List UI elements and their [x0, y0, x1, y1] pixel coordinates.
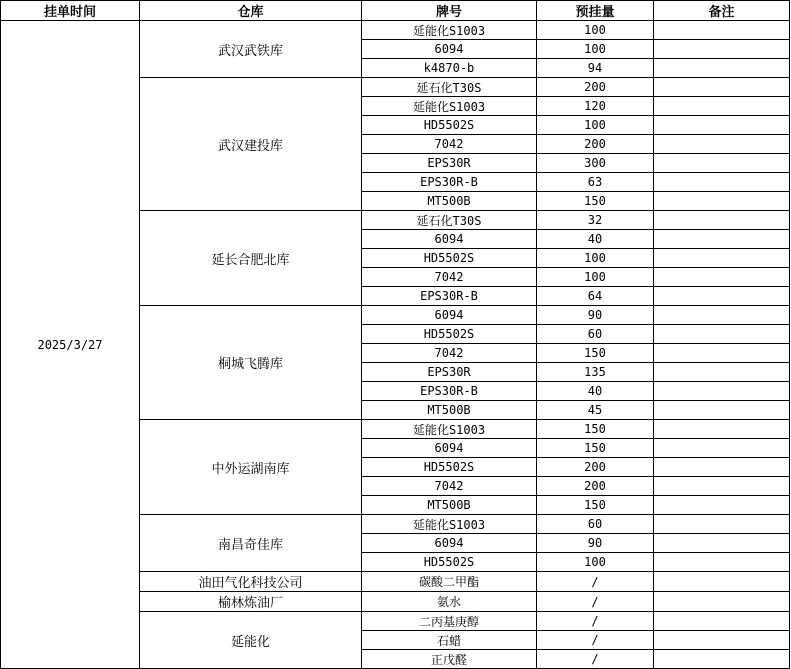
note-cell	[654, 40, 790, 59]
note-cell	[654, 612, 790, 631]
quantity-cell: 120	[537, 97, 654, 116]
quantity-cell: /	[537, 612, 654, 631]
grade-cell: 6094	[362, 439, 537, 458]
note-cell	[654, 534, 790, 553]
quantity-cell: 300	[537, 154, 654, 173]
grade-cell: EPS30R-B	[362, 382, 537, 401]
quantity-cell: 150	[537, 420, 654, 439]
grade-cell: HD5502S	[362, 116, 537, 135]
quantity-cell: 45	[537, 401, 654, 420]
note-cell	[654, 439, 790, 458]
grade-cell: EPS30R-B	[362, 287, 537, 306]
note-cell	[654, 325, 790, 344]
note-cell	[654, 382, 790, 401]
quantity-cell: 150	[537, 496, 654, 515]
quantity-cell: 200	[537, 477, 654, 496]
grade-cell: 6094	[362, 534, 537, 553]
note-cell	[654, 78, 790, 97]
note-cell	[654, 477, 790, 496]
warehouse-cell: 武汉武铁库	[140, 21, 362, 78]
quantity-cell: 100	[537, 268, 654, 287]
note-cell	[654, 344, 790, 363]
header-row	[1, 1, 790, 21]
note-cell	[654, 135, 790, 154]
note-cell	[654, 287, 790, 306]
grade-cell: 7042	[362, 268, 537, 287]
note-cell	[654, 230, 790, 249]
grade-cell: MT500B	[362, 401, 537, 420]
grade-cell: 碳酸二甲酯	[362, 572, 537, 592]
grade-cell: 6094	[362, 40, 537, 59]
quantity-cell: 90	[537, 306, 654, 325]
grade-cell: 6094	[362, 230, 537, 249]
header-grade: 牌号	[362, 1, 537, 21]
quantity-cell: 100	[537, 116, 654, 135]
warehouse-cell: 延长合肥北库	[140, 211, 362, 306]
note-cell	[654, 363, 790, 382]
grade-cell: EPS30R	[362, 363, 537, 382]
note-cell	[654, 592, 790, 612]
grade-cell: MT500B	[362, 496, 537, 515]
note-cell	[654, 192, 790, 211]
quantity-cell: 94	[537, 59, 654, 78]
grade-cell: 氨水	[362, 592, 537, 612]
quantity-cell: 200	[537, 135, 654, 154]
header-quantity: 预挂量	[537, 1, 654, 21]
note-cell	[654, 21, 790, 40]
quantity-cell: 200	[537, 458, 654, 477]
note-cell	[654, 116, 790, 135]
grade-cell: HD5502S	[362, 249, 537, 268]
warehouse-cell: 桐城飞腾库	[140, 306, 362, 420]
grade-cell: 延石化T30S	[362, 78, 537, 97]
warehouse-cell: 榆林炼油厂	[140, 592, 362, 612]
grade-cell: 延能化S1003	[362, 97, 537, 116]
quantity-cell: 32	[537, 211, 654, 230]
listing-date-cell: 2025/3/27	[1, 21, 140, 669]
quantity-cell: 100	[537, 40, 654, 59]
header-note: 备注	[654, 1, 790, 21]
grade-cell: HD5502S	[362, 458, 537, 477]
note-cell	[654, 458, 790, 477]
quantity-cell: 60	[537, 325, 654, 344]
note-cell	[654, 249, 790, 268]
note-cell	[654, 420, 790, 439]
grade-cell: 7042	[362, 477, 537, 496]
grade-cell: 延石化T30S	[362, 211, 537, 230]
quantity-cell: 150	[537, 192, 654, 211]
note-cell	[654, 553, 790, 572]
grade-cell: HD5502S	[362, 325, 537, 344]
grade-cell: EPS30R	[362, 154, 537, 173]
note-cell	[654, 154, 790, 173]
grade-cell: EPS30R-B	[362, 173, 537, 192]
grade-cell: 延能化S1003	[362, 21, 537, 40]
grade-cell: MT500B	[362, 192, 537, 211]
grade-cell: 7042	[362, 344, 537, 363]
quantity-cell: 40	[537, 230, 654, 249]
quantity-cell: 64	[537, 287, 654, 306]
note-cell	[654, 650, 790, 669]
note-cell	[654, 515, 790, 534]
quantity-cell: 100	[537, 553, 654, 572]
quantity-cell: /	[537, 572, 654, 592]
note-cell	[654, 173, 790, 192]
note-cell	[654, 97, 790, 116]
grade-cell: 7042	[362, 135, 537, 154]
note-cell	[654, 572, 790, 592]
quantity-cell: 90	[537, 534, 654, 553]
quantity-cell: 200	[537, 78, 654, 97]
grade-cell: 延能化S1003	[362, 420, 537, 439]
quantity-cell: /	[537, 592, 654, 612]
quantity-cell: 60	[537, 515, 654, 534]
grade-cell: 石蜡	[362, 631, 537, 650]
quantity-cell: /	[537, 650, 654, 669]
grade-cell: k4870-b	[362, 59, 537, 78]
warehouse-cell: 南昌奇佳库	[140, 515, 362, 572]
quantity-cell: 150	[537, 439, 654, 458]
header-warehouse: 仓库	[140, 1, 362, 21]
note-cell	[654, 59, 790, 78]
note-cell	[654, 496, 790, 515]
quantity-cell: 100	[537, 21, 654, 40]
table-row	[1, 21, 790, 40]
quantity-cell: /	[537, 631, 654, 650]
quantity-cell: 100	[537, 249, 654, 268]
note-cell	[654, 401, 790, 420]
grade-cell: 正戊醛	[362, 650, 537, 669]
grade-cell: 二丙基庚醇	[362, 612, 537, 631]
table-body	[1, 21, 790, 669]
note-cell	[654, 306, 790, 325]
header-listing-time: 挂单时间	[1, 1, 140, 21]
grade-cell: 6094	[362, 306, 537, 325]
note-cell	[654, 631, 790, 650]
quantity-cell: 40	[537, 382, 654, 401]
grade-cell: HD5502S	[362, 553, 537, 572]
quantity-cell: 63	[537, 173, 654, 192]
warehouse-cell: 中外运湖南库	[140, 420, 362, 515]
note-cell	[654, 211, 790, 230]
warehouse-cell: 武汉建投库	[140, 78, 362, 211]
warehouse-cell: 油田气化科技公司	[140, 572, 362, 592]
quantity-cell: 135	[537, 363, 654, 382]
quantity-cell: 150	[537, 344, 654, 363]
warehouse-cell: 延能化	[140, 612, 362, 669]
note-cell	[654, 268, 790, 287]
grade-cell: 延能化S1003	[362, 515, 537, 534]
